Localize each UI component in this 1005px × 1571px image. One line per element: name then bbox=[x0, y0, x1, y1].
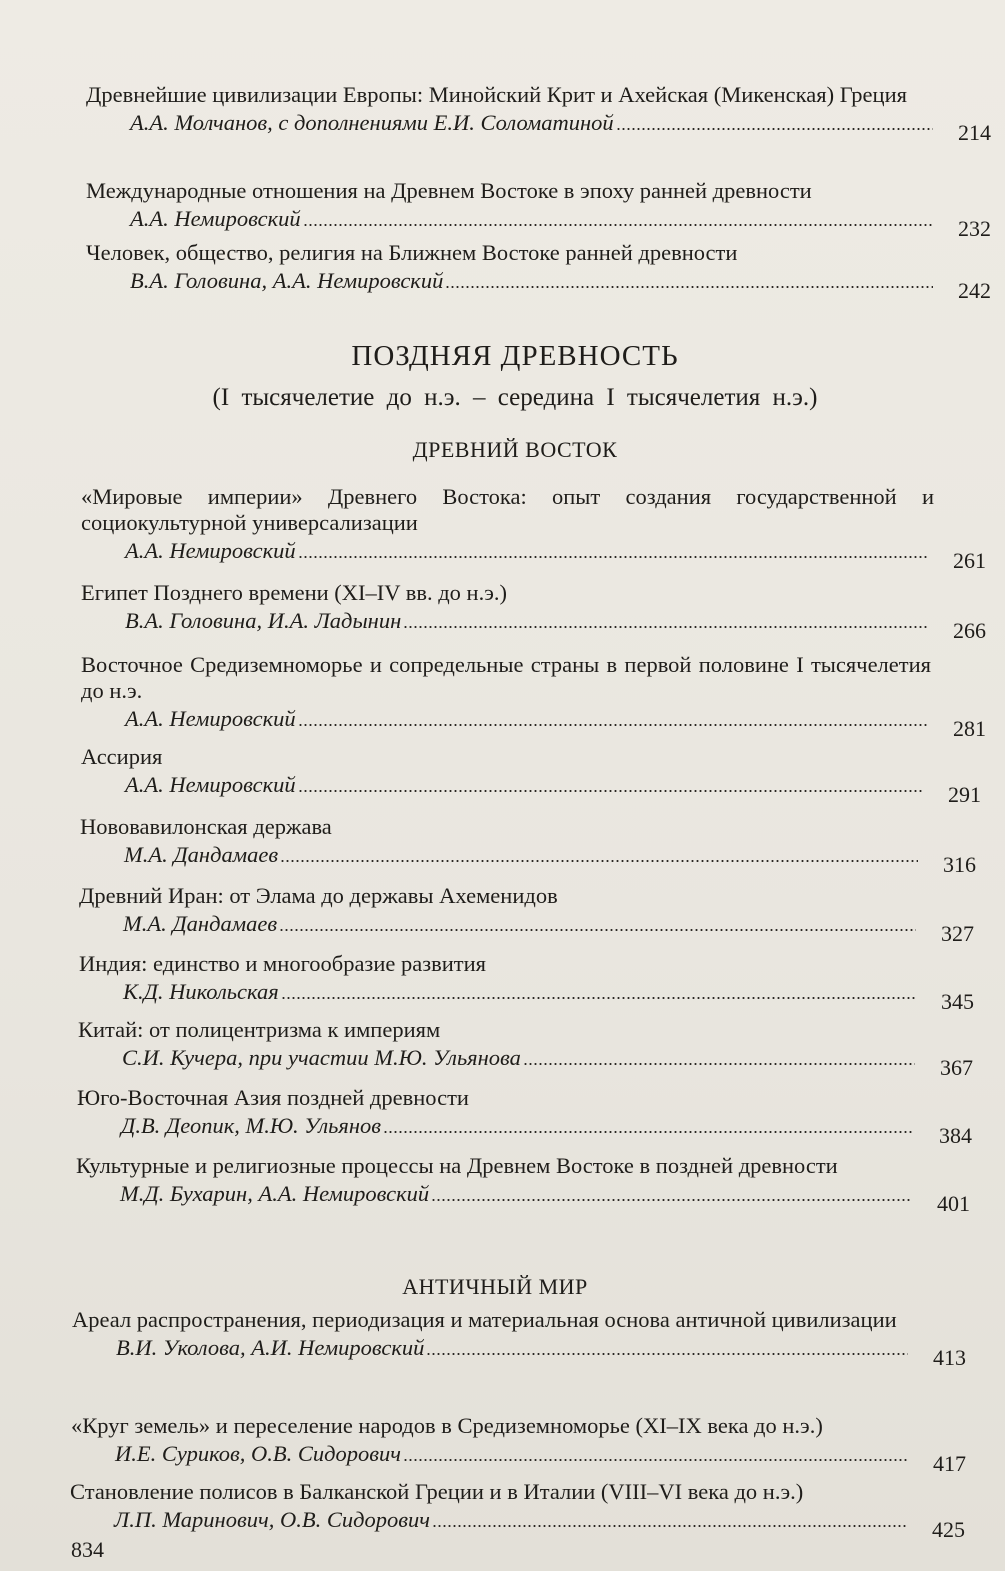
entry-title: Ассирия bbox=[81, 744, 163, 769]
entry-page-number: 232 bbox=[958, 216, 991, 241]
entry-title: Древний Иран: от Элама до державы Ахеменидов bbox=[79, 883, 558, 908]
page-folio-number: 834 bbox=[71, 1537, 104, 1562]
leader-dots bbox=[403, 1458, 908, 1462]
subsection-heading-ancient-east: ДРЕВНИЙ ВОСТОК bbox=[412, 437, 618, 462]
entry-author-line bbox=[70, 1506, 965, 1542]
entry-title: Юго-Восточная Азия поздней древности bbox=[77, 1085, 469, 1110]
leader-dots bbox=[523, 1062, 915, 1066]
subsection-heading-antique-world: АНТИЧНЫЙ МИР bbox=[402, 1274, 588, 1299]
entry-title: Китай: от полицентризма к империям bbox=[78, 1017, 441, 1042]
leader-dots bbox=[426, 1352, 908, 1356]
entry-author: И.Е. Суриков, О.В. Сидорович bbox=[115, 1441, 402, 1466]
toc-entry bbox=[81, 484, 986, 573]
entry-author: А.А. Молчанов, с дополнениями Е.И. Соломатиной bbox=[130, 110, 614, 135]
entry-author: А.А. Немировский bbox=[125, 706, 296, 731]
entry-author-line bbox=[79, 978, 974, 1014]
entry-title: Нововавилонская держава bbox=[80, 814, 332, 839]
entry-title: Индия: единство и многообразие развития bbox=[79, 951, 486, 976]
entry-author-line bbox=[81, 705, 986, 741]
leader-dots bbox=[383, 1130, 914, 1134]
entry-author: М.Д. Бухарин, А.А. Немировский bbox=[120, 1181, 430, 1206]
entry-title: Человек, общество, религия на Ближнем Востоке ранней древности bbox=[86, 240, 738, 265]
entry-title: Культурные и религиозные процессы на Древнем Востоке в поздней древности bbox=[76, 1153, 838, 1178]
toc-entry bbox=[78, 1017, 973, 1080]
toc-entry bbox=[70, 1479, 965, 1542]
entry-author-line bbox=[76, 1180, 970, 1216]
entry-page-number: 261 bbox=[953, 548, 986, 573]
leader-dots bbox=[616, 127, 933, 131]
toc-entry bbox=[71, 1413, 966, 1476]
leader-dots bbox=[279, 928, 916, 932]
leader-dots bbox=[280, 859, 918, 863]
section-subheading: (I тысячелетие до н.э. – середина I тысячелетия н.э.) bbox=[212, 384, 818, 411]
entry-page-number: 316 bbox=[943, 852, 976, 877]
entry-title: Древнейшие цивилизации Европы: Минойский Крит и Ахейская (Микенская) Греция bbox=[86, 82, 907, 107]
entry-page-number: 417 bbox=[933, 1451, 966, 1476]
entry-page-number: 345 bbox=[941, 989, 974, 1014]
entry-page-number: 401 bbox=[937, 1191, 970, 1216]
entry-author: Л.П. Маринович, О.В. Сидорович bbox=[114, 1507, 430, 1532]
entry-author: М.А. Дандамаев bbox=[123, 911, 278, 936]
entry-page-number: 367 bbox=[940, 1055, 973, 1080]
entry-author: В.И. Уколова, А.И. Немировский bbox=[116, 1335, 425, 1360]
entry-page-number: 242 bbox=[958, 278, 991, 303]
entry-title: Международные отношения на Древнем Востоке в эпоху ранней древности bbox=[86, 178, 812, 203]
entry-author: А.А. Немировский bbox=[125, 772, 296, 797]
entry-page-number: 266 bbox=[953, 618, 986, 643]
entry-author-line bbox=[86, 205, 991, 241]
toc-entry bbox=[80, 814, 976, 877]
entry-author-line bbox=[71, 1440, 966, 1476]
entry-page-number: 413 bbox=[933, 1345, 966, 1370]
leader-dots bbox=[298, 555, 928, 559]
entry-author-line bbox=[77, 1112, 972, 1148]
entry-page-number: 214 bbox=[958, 120, 991, 145]
entry-title: «Мировые империи» Древнего Востока: опыт создания государственной и социокультурной универсализации bbox=[81, 484, 934, 535]
leader-dots bbox=[431, 1198, 912, 1202]
toc-entry bbox=[72, 1307, 966, 1370]
entry-page-number: 384 bbox=[939, 1123, 972, 1148]
leader-dots bbox=[432, 1524, 907, 1528]
leader-dots bbox=[445, 285, 933, 289]
toc-entry bbox=[86, 82, 991, 145]
entry-page-number: 425 bbox=[932, 1517, 965, 1542]
toc-entry bbox=[81, 580, 986, 643]
entry-author: А.А. Немировский bbox=[125, 538, 296, 563]
entry-page-number: 327 bbox=[941, 921, 974, 946]
entry-title: Становление полисов в Балканской Греции и в Италии (VIII–VI века до н.э.) bbox=[70, 1479, 804, 1504]
entry-author-line bbox=[80, 841, 976, 877]
entry-title: Египет Позднего времени (XI–IV вв. до н.э.) bbox=[81, 580, 507, 605]
toc-entry bbox=[77, 1085, 972, 1148]
leader-dots bbox=[403, 625, 928, 629]
toc-entry bbox=[79, 883, 974, 946]
entry-author: К.Д. Никольская bbox=[123, 979, 279, 1004]
entry-author: С.И. Кучера, при участии М.Ю. Ульянова bbox=[122, 1045, 521, 1070]
entry-author: Д.В. Деопик, М.Ю. Ульянов bbox=[121, 1113, 382, 1138]
leader-dots bbox=[298, 789, 923, 793]
toc-entry bbox=[79, 951, 974, 1014]
section-heading: ПОЗДНЯЯ ДРЕВНОСТЬ bbox=[351, 340, 679, 372]
entry-page-number: 281 bbox=[953, 716, 986, 741]
entry-author: М.А. Дандамаев bbox=[124, 842, 279, 867]
entry-title: «Круг земель» и переселение народов в Средиземноморье (XI–IX века до н.э.) bbox=[71, 1413, 823, 1438]
entry-author: В.А. Головина, И.А. Ладынин bbox=[125, 608, 402, 633]
entry-author-line bbox=[81, 607, 986, 643]
leader-dots bbox=[303, 223, 933, 227]
leader-dots bbox=[298, 723, 928, 727]
toc-entry bbox=[76, 1153, 970, 1216]
entry-author-line bbox=[72, 1334, 966, 1370]
entry-author-line bbox=[86, 109, 991, 145]
entry-author-line bbox=[81, 771, 981, 807]
entry-title: Восточное Средиземноморье и сопредельные страны в первой половине I тысячелетия до н.э. bbox=[81, 652, 931, 703]
leader-dots bbox=[281, 996, 916, 1000]
entry-author-line bbox=[86, 267, 991, 303]
toc-entry bbox=[81, 744, 981, 807]
toc-entry bbox=[86, 240, 991, 303]
entry-author: А.А. Немировский bbox=[130, 206, 301, 231]
entry-author-line bbox=[81, 537, 986, 573]
entry-author-line bbox=[78, 1044, 973, 1080]
entry-author-line bbox=[79, 910, 974, 946]
toc-entry bbox=[81, 652, 986, 741]
entry-title: Ареал распространения, периодизация и материальная основа античной цивилизации bbox=[72, 1307, 897, 1332]
entry-author: В.А. Головина, А.А. Немировский bbox=[130, 268, 444, 293]
toc-entry bbox=[86, 178, 991, 241]
entry-page-number: 291 bbox=[948, 782, 981, 807]
